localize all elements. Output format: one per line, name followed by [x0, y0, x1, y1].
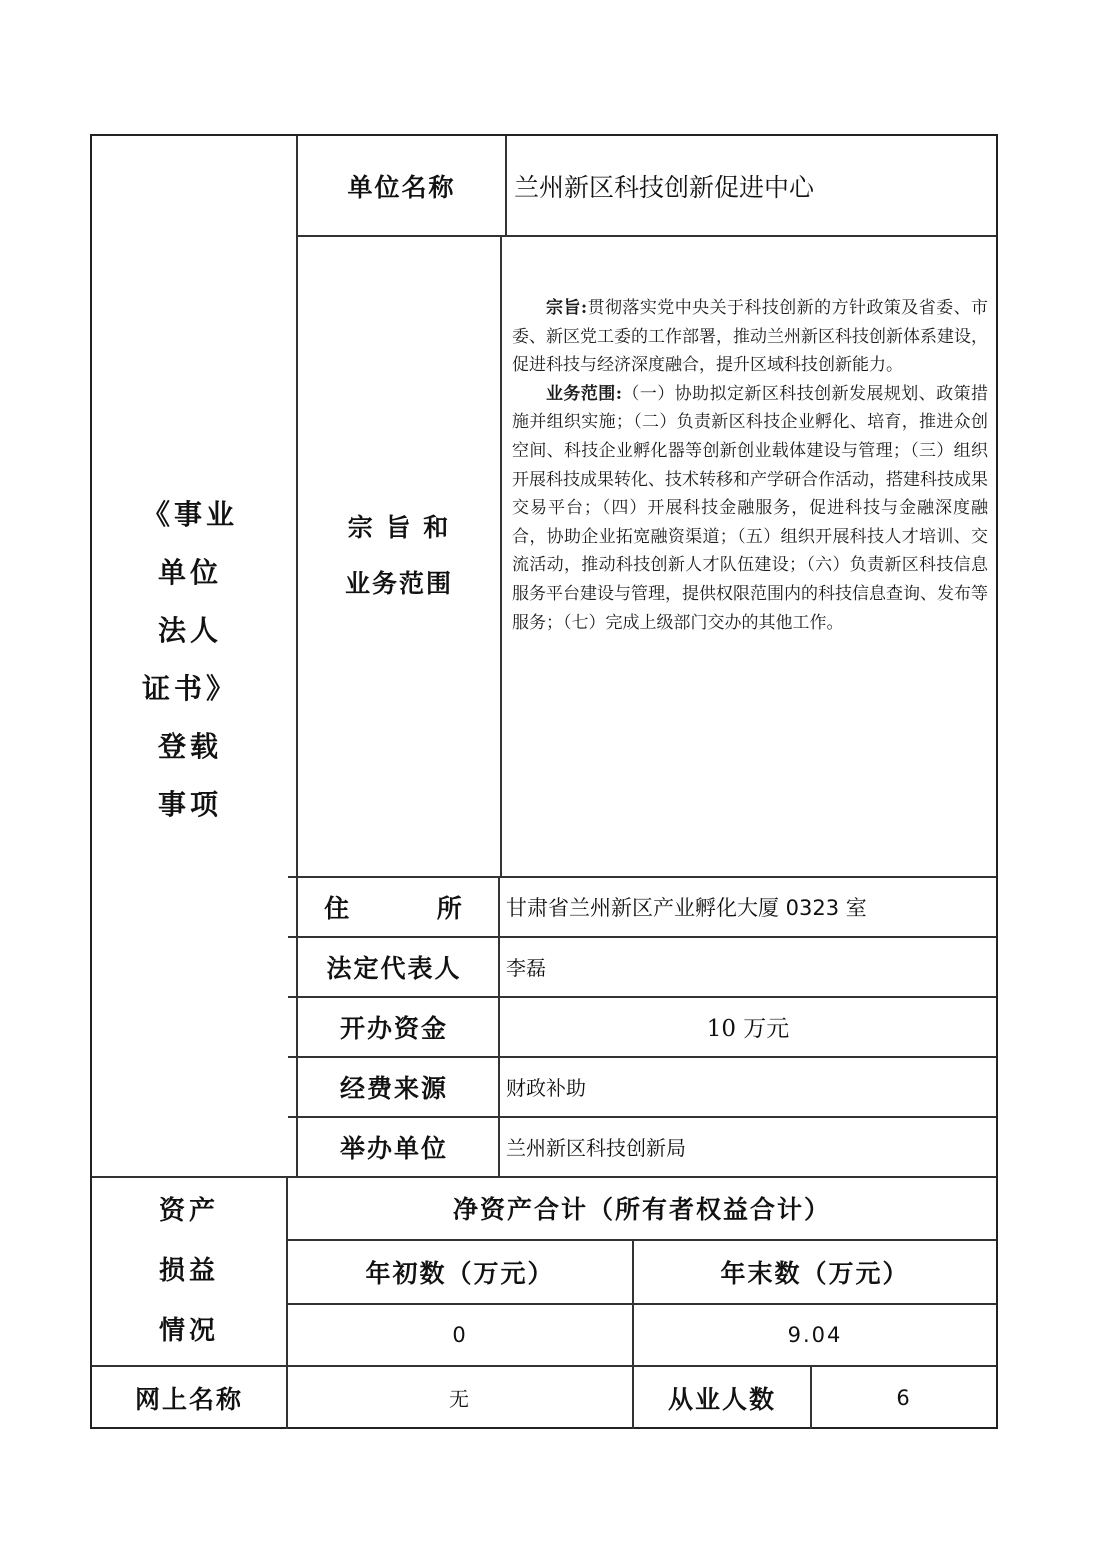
address-label: 住 所 — [324, 893, 464, 923]
section-title-line: 法人 — [157, 614, 222, 647]
address-value: 甘肃省兰州新区产业孵化大厦 0323 室 — [506, 895, 867, 920]
scope-content — [512, 294, 988, 637]
funding-label: 经费来源 — [339, 1073, 448, 1103]
assets-section-title — [92, 1181, 286, 1361]
year-start-label: 年初数（万元） — [365, 1258, 555, 1288]
capital-value: 10 万元 — [706, 1016, 790, 1042]
sponsor-label: 举办单位 — [339, 1133, 448, 1163]
section-title-line: 单位 — [157, 556, 222, 589]
funding-value: 财政补助 — [506, 1076, 586, 1100]
section-title-line: 登载 — [157, 730, 222, 763]
section-title-line: 事项 — [157, 788, 222, 821]
section-title-line: 损益 — [158, 1256, 219, 1286]
unit-name-label: 单位名称 — [347, 172, 456, 202]
online-name-label: 网上名称 — [134, 1384, 243, 1414]
online-name-value: 无 — [449, 1387, 471, 1411]
scope-label — [298, 236, 500, 876]
scope-label-line1: 宗 旨 和 — [347, 513, 451, 542]
section-title-line: 证书》 — [141, 672, 238, 705]
unit-name-value: 兰州新区科技创新促进中心 — [514, 172, 815, 202]
section-title-line: 《事业 — [141, 498, 238, 531]
purpose-heading: 宗旨: — [546, 298, 588, 318]
staff-count-value: 6 — [896, 1385, 912, 1410]
business-paragraph — [512, 380, 988, 637]
purpose-text: 贯彻落实党中央关于科技创新的方针政策及省委、市委、新区党工委的工作部署，推动兰州新区科技创新体系建设，促进科技与经济深度融合，提升区域科技创新能力。 — [512, 298, 989, 376]
section-title-line: 情况 — [158, 1316, 219, 1346]
registration-section-title — [92, 486, 288, 834]
legal-rep-label: 法定代表人 — [326, 953, 462, 983]
capital-label: 开办资金 — [339, 1013, 448, 1043]
net-assets-header: 净资产合计（所有者权益合计） — [452, 1195, 831, 1224]
section-title-line: 资产 — [158, 1196, 219, 1226]
purpose-paragraph — [512, 294, 988, 380]
year-end-value: 9.04 — [787, 1322, 843, 1347]
business-heading: 业务范围: — [546, 383, 622, 404]
scope-label-line2: 业务范围 — [344, 569, 453, 598]
year-start-value: 0 — [452, 1322, 468, 1347]
business-text: （一）协助拟定新区科技创新发展规划、政策措施并组织实施；（二）负责新区科技企业孵化、培育，推进众创空间、科技企业孵化器等创新创业载体建设与管理；（三）组织开展科技成果转化、技术转移和产学研合作活动，搭建科技成果交易平台；（四）开展科技金融服务，促进科技与金融深度融合，协助企业拓宽融资渠道；（五）组织开展科技人才培训、交流活动，推动科技创新人才队伍建设；（六）负责新区科技信息服务平台建设与管理，提供权限范围内的科技信息查询、发布等服务；（七）完成上级部门交办的其他工作。 — [512, 383, 989, 633]
legal-rep-value: 李磊 — [506, 956, 546, 980]
registration-form — [90, 134, 998, 1429]
year-end-label: 年末数（万元） — [720, 1258, 910, 1288]
staff-count-label: 从业人数 — [667, 1384, 776, 1414]
sponsor-value: 兰州新区科技创新局 — [506, 1136, 686, 1160]
